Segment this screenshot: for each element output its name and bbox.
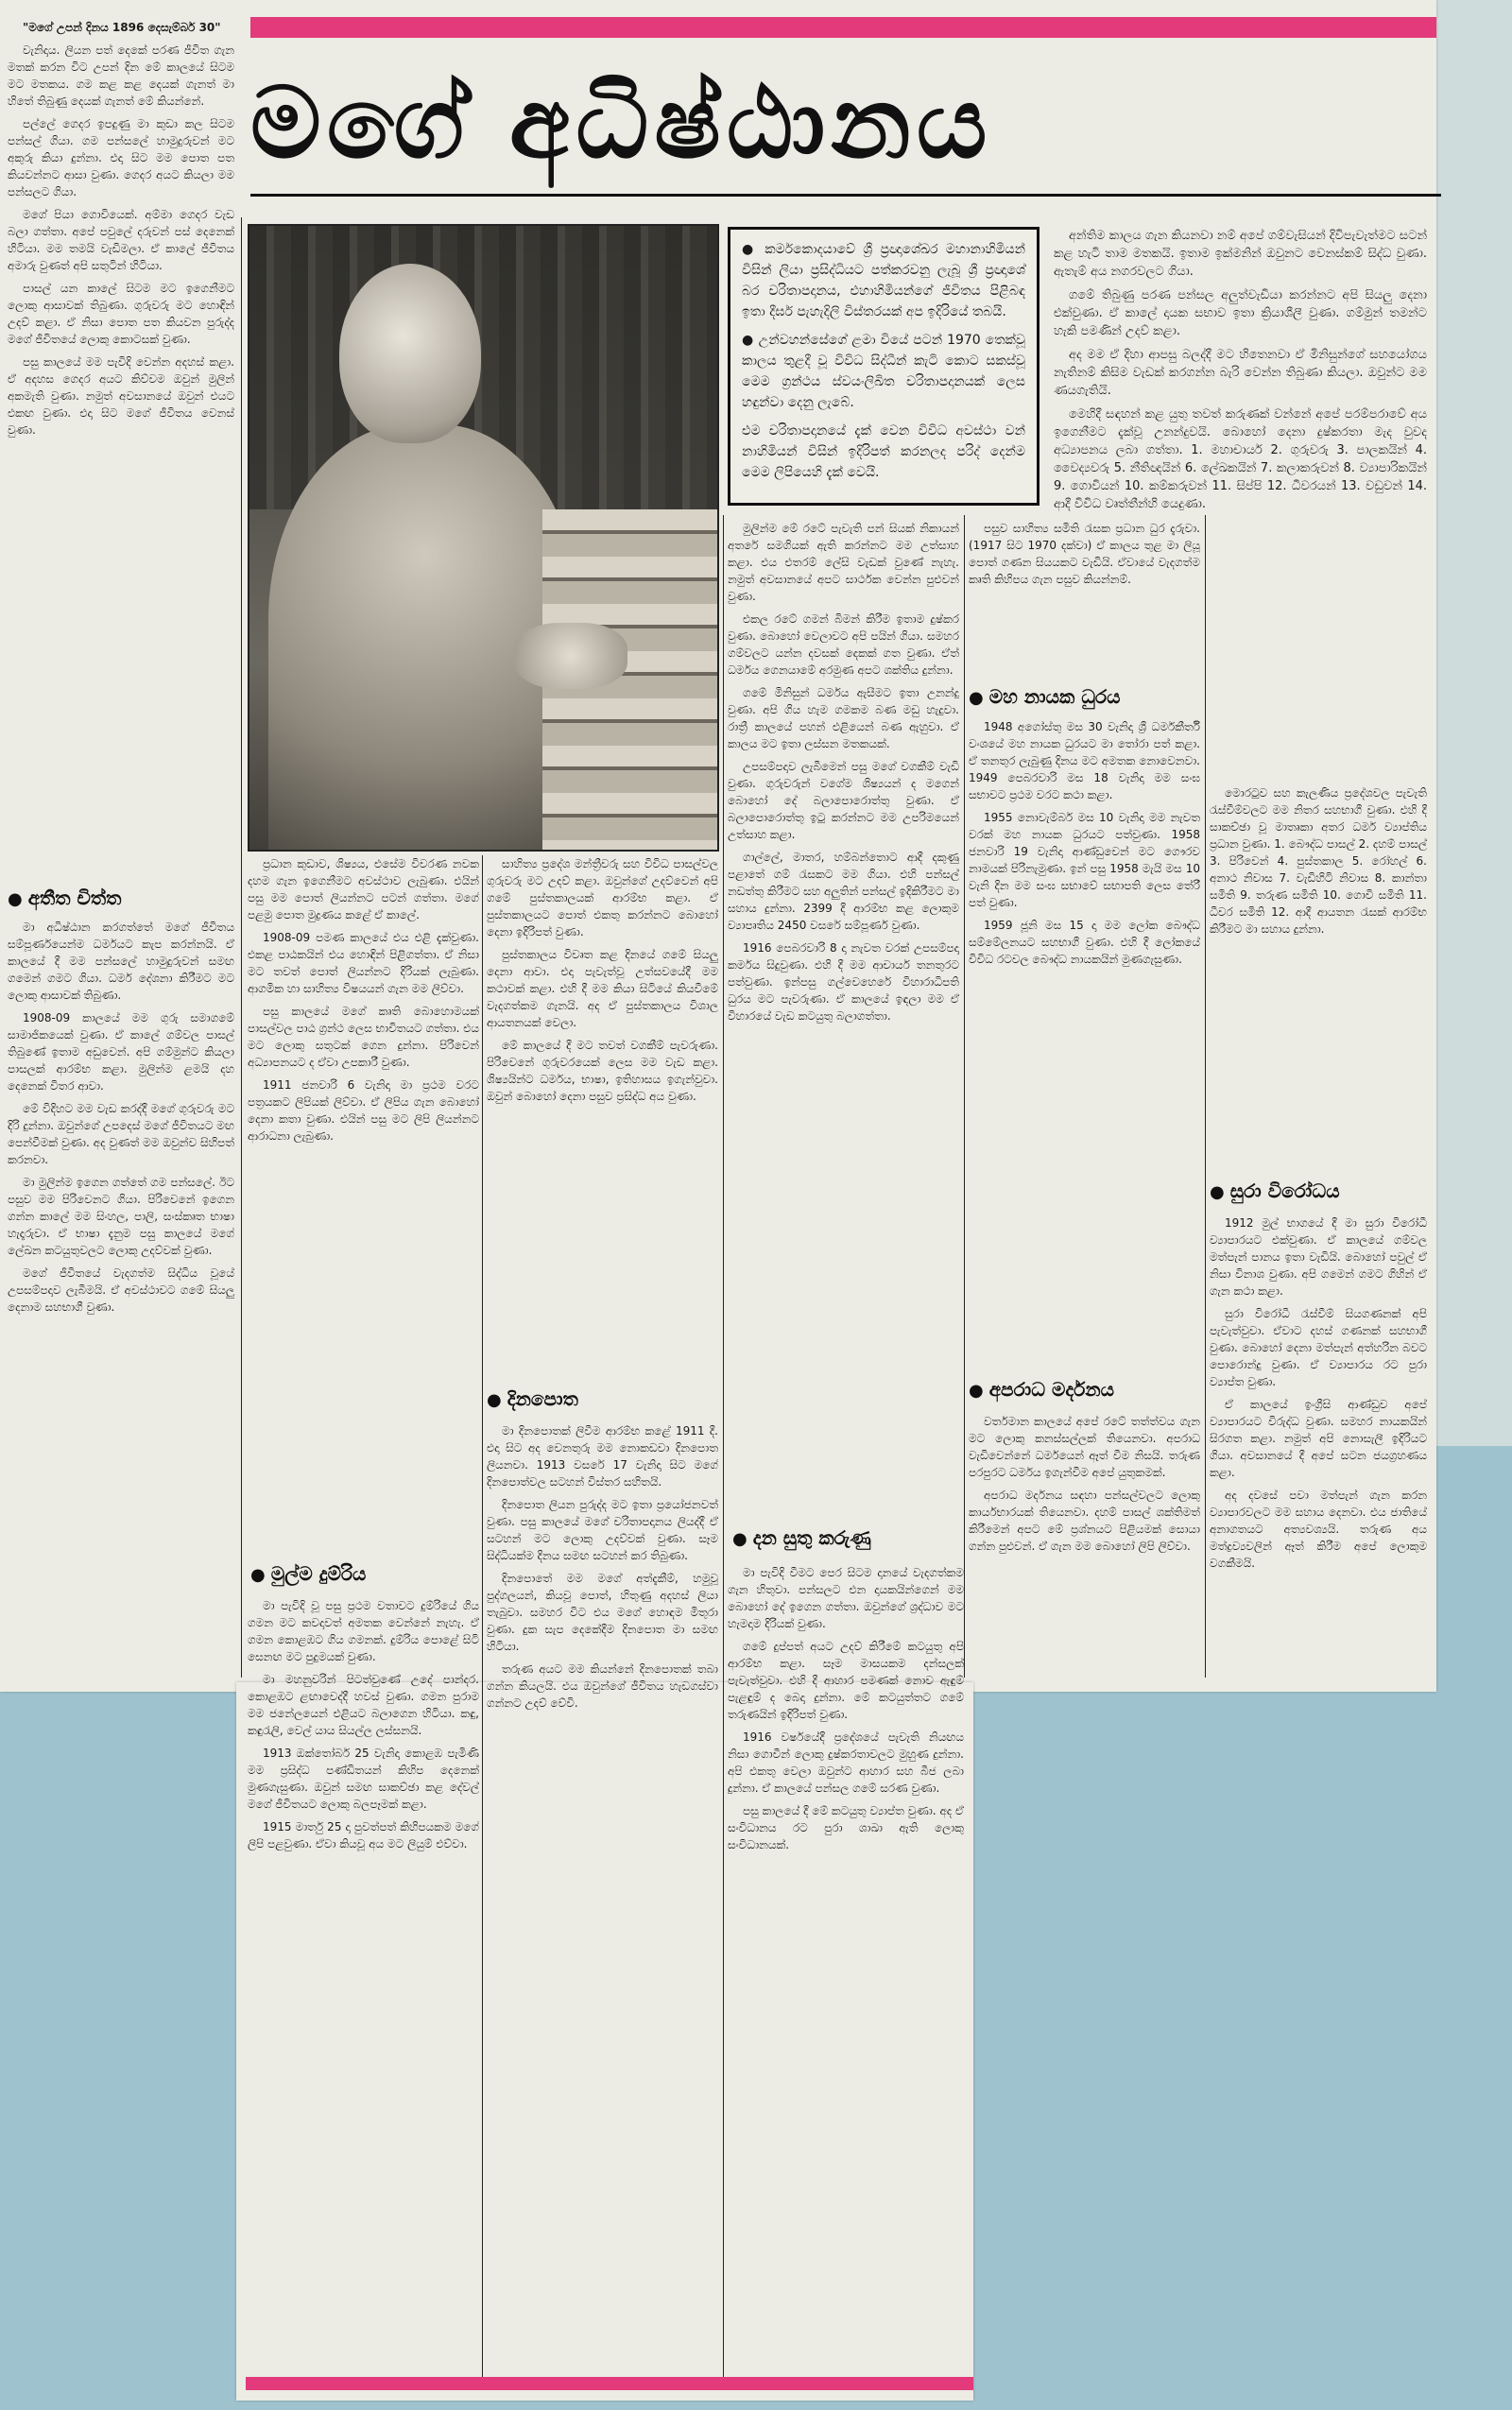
page-title: මගේ අධිෂ්ඨානය <box>250 52 1441 197</box>
paragraph: ගාල්ලේ, මාතර, හම්බන්තොට ආදී දකුණු පළාතේ ගම් රැසකට මම ගියා. එහි පන්සල් නඩත්තු කිරීමට සහ අලුතින් පන්සල් ඉදිකිරීමට මා සහාය දුන්නා. 2399 දී ආරම්භ කළ ලොකුම ව්‍යාපෘතිය 2450 වසරේ සම්පූර්ණ වුණා. <box>728 851 959 932</box>
head <box>339 264 481 443</box>
paragraph: ගමේ තිබුණු පරණ පන්සල අලුත්වැඩියා කරන්නට අපි සියලු දෙනා එක්වුණා. ඒ කාලේ දායක සභාව ඉතා ක්‍රියාශීලී වුණා. ගම්මුන් තමන්ට හැකි පමණින් උදව් කළා. <box>1054 288 1427 338</box>
paragraph: වර්තමාන කාලයේ අපේ රටේ තත්ත්වය ගැන මට ලොකු කනස්සල්ලක් තියෙනවා. අපරාධ වැඩිවෙන්නේ ධර්මයෙන් ඈත් වීම නිසයි. තරුණ පරපුරට ධර්මය ඉගැන්වීම අපේ යුතුකමක්. <box>969 1415 1200 1479</box>
column-4 <box>969 718 1200 1370</box>
section-heading <box>250 1559 477 1590</box>
paragraph: මා මහනුවරින් පිටත්වුණේ උදේ පාන්දර. කොළඹට ළඟාවෙද්දී හවස් වුණා. ගමන පුරාම මම ජනේලයෙන් එළියට බලාගෙන හිටියා. කඳු, කඳුරැලි, වෙල් යාය සියල්ල ලස්සනයි. <box>248 1673 479 1737</box>
monk-portrait-photo <box>248 224 719 852</box>
paragraph: පාසල් යන කාලේ සිටම මට ඉගෙනීමට ලොකු ආසාවක් තිබුණා. ගුරුවරු මට හොඳින් උදව් කළා. ඒ නිසා පොත පත කියවන පුරුද්ද මගේ ජීවිතයේ ලොකු කොටසක් වුණා. <box>8 282 234 346</box>
paragraph: පසු කාලයේ මගේ කෘති බොහොමයක් පාසල්වල පාඨ ග්‍රන්ථ ලෙස භාවිතයට ගත්තා. එය මට ලොකු සතුටක් ගෙන දුන්නා. පිරිවෙන් අධ්‍යාපනයට ද ඒවා උපකාරී වුණා. <box>248 1005 479 1069</box>
bullet-icon: ● <box>487 1390 502 1410</box>
paragraph: මා පැවිදි වූ පසු ප්‍රථම වතාවට දුම්රියේ ගිය ගමන මට කවදාවත් අමතක වෙන්නේ නැහැ. ඒ ගමන කොළඹට ගිය ගමනක්. දුම්රිය පොළේ සිටි සෙනඟ මට පුදුමයක් වුණා. <box>248 1599 479 1663</box>
paragraph: 1916 වර්ෂයේදී ප්‍රදේශයේ පැවැති නියඟය නිසා ගොවීන් ලොකු දුෂ්කරතාවලට මුහුණ දුන්නා. අපි එකතු වෙලා ඔවුන්ට ආහාර සහ බීජ ලබා දුන්නා. ඒ කාලයේ පන්සල ගමේ සරණ වුණා. <box>728 1730 964 1795</box>
dateline: "මගේ උපන් දිනය 1896 දෙසැම්බර් 30" <box>23 21 221 34</box>
paragraph: පසුව සාහිත්‍ය සමිති රැසක ප්‍රධාන ධුර දැරුවා. (1917 සිට 1970 දක්වා) ඒ කාලය තුළ මා ලියූ පොත් ගණන සියයකට වැඩියි. ඒවායේ වැදගත්ම කෘති කිහිපය ගැන පසුව කියන්නම්. <box>969 522 1200 586</box>
section-heading-text: අතීත චිත්ත <box>27 887 122 909</box>
paragraph: පසු කාලයේ මම පැවිදි වෙන්න අදහස් කළා. ඒ අදහස ගෙදර අයට කිව්වම ඔවුන් මුලින් අකමැති වුණා. නමුත් අවසානයේ ඔවුන් එයට එකඟ වුණා. එදා සිට මගේ ජීවිතය වෙනස් වුණා. <box>8 355 234 437</box>
middle-column-b <box>487 855 718 1370</box>
section-heading <box>1210 1177 1427 1207</box>
paragraph: දිනපොත ලියන පුරුද්ද මට ඉතා ප්‍රයෝජනවත් වුණා. පසු කාලයේ මගේ චරිතාපදානය ලියද්දී ඒ සටහන් මට ලොකු උදව්වක් වුණා. සෑම සිද්ධියක්ම දිනය සමඟ සටහන් කර තිබුණා. <box>487 1498 718 1562</box>
hand <box>514 623 627 689</box>
paragraph: 1955 නොවැම්බර් මස 10 වැනිදා මම නැවත වරක් මහ නායක ධුරයට පත්වුණා. 1958 ජනවාරි 19 වැනිදා ආණ්ඩුවෙන් මට ගෞරව නාමයක් පිරිනැමුණා. ඉන් පසු 1958 මැයි මස 10 වැනි දින මම සංඝ සභාවේ සභාපති ලෙස තේරී පත් වුණා. <box>969 811 1200 909</box>
paragraph: 1908-09 පමණ කාලයේ එය එළි දැක්වුණා. එකළ පාඨකයින් එය හොඳින් පිළිගත්තා. ඒ නිසා මට තවත් පොත් ලියන්නට දිරියක් ලැබුණා. ආගමික හා සාහිත්‍ය විෂයයන් ගැන මම ලිව්වා. <box>248 931 479 995</box>
bullet-icon: ● <box>1210 1182 1225 1202</box>
paragraph: 1913 ඔක්තෝබර් 25 වැනිදා කොළඹ පැමිණි මම ප්‍රසිද්ධ පණ්ඩිතයන් කිහිප දෙනෙක් මුණගැසුණා. ඔවුන් සමඟ සාකච්ඡා කළ දේවල් මගේ ජීවිතයට ලොකු බලපෑමක් කළා. <box>248 1747 479 1811</box>
middle-column-b-lower <box>487 1422 718 2377</box>
bullet-icon: ● <box>969 1381 984 1401</box>
column-3 <box>728 520 959 1503</box>
paragraph: සුරා විරෝධී රැස්වීම් සියගණනක් අපි පැවැත්වුවා. ඒවාට දහස් ගණනක් සහභාගී වුණා. බොහෝ දෙනා මත්පැන් අත්හරින බවට පොරොන්දු වුණා. ඒ ව්‍යාපාරය රට පුරා ව්‍යාප්ත වුණා. <box>1210 1307 1427 1388</box>
paragraph: 1916 පෙබරවාරි 8 දා නැවත වරක් උපසම්පදා කර්මය සිදුවුණා. එහි දී මම ආචාර්ය තනතුරට පත්වුණා. ඉන්පසු ගල්වෙහෙරේ විහාරාධිපති ධුරය මට පැවරුණා. ඒ කාලයේ ඉඳලා මම ඒ විහාරයේ වැඩ කටයුතු බලාගත්තා. <box>728 941 959 1023</box>
paragraph: තරුණ අයට මම කියන්නේ දිනපොතක් තබා ගන්න කියලයි. එය ඔවුන්ගේ ජීවිතය හැඩගස්වා ගන්නට උදව් වේවි. <box>487 1662 718 1710</box>
paragraph: 1911 ජනවාරි 6 වැනිදා මා ප්‍රථම වරට පත්‍රයකට ලිපියක් ලිව්වා. ඒ ලිපිය ගැන බොහෝ දෙනා කතා වුණා. එයින් පසු මට ලිපි ලියන්නට ආරාධනා ලැබුණා. <box>248 1078 479 1143</box>
paragraph: වැනිදාය. ලියන පත් දෙකේ පරණ ජීවිත ගැන මතක් කරන විට උපන් දින මේ කාලයේ සිටම මට මතකය. ගම කළ කළ දෙයක් ගැනත් මා හිතේ තිබුණු දෙයක් ගැනත් මේ කියන්නේ. <box>8 43 234 108</box>
paragraph: මෙහිදී සඳහන් කළ යුතු තවත් කරුණක් වන්නේ අපේ පරම්පරාවේ අය ඉගෙනීමට දැක්වූ උනන්දුවයි. බොහෝ දෙනා දුෂ්කරතා මැද වුවද අධ්‍යාපනය ලබා ගත්තා. 1. මහාචාර්ය 2. ගුරුවරු 3. පාලකයින් 4. වෛද්‍යවරු 5. නීතිඥයින් 6. ලේඛකයින් 7. කලාකරුවන් 8. ව්‍යාපාරිකයින් 9. ගොවියන් 10. කම්කරුවන් 11. සිප්පි 12. ධීවරයන් 13. වඩුවන් 14. ආදී විවිධ වෘත්තීන්හි යෙදුණා. <box>1054 407 1427 511</box>
middle-column-a-lower <box>248 1597 479 2382</box>
bullet-icon: ● <box>969 688 984 708</box>
section-heading-text: අපරාධ මර්දනය <box>988 1378 1114 1401</box>
paragraph: මගේ පියා ගොවියෙක්. අම්මා ගෙදර වැඩ බලා ගත්තා. අපේ පවුලේ දරුවන් පස් දෙනෙක් හිටියා. මම තමයි වැඩිමලා. ඒ කාලේ ජීවිතය අමාරු වුණත් අපි සතුටින් හිටියා. <box>8 208 234 272</box>
column-4-lower <box>969 1413 1200 1678</box>
intro-box <box>728 227 1040 506</box>
pink-header-strip <box>250 17 1436 38</box>
paragraph: මේ විදිහට මම වැඩ කරද්දී මගේ ගුරුවරු මට දිරි දුන්නා. ඔවුන්ගේ උපදෙස් මගේ ජීවිතයට මඟ පෙන්වීමක් වුණා. අද වුණත් මම ඔවුන්ව සිහිපත් කරනවා. <box>8 1102 234 1166</box>
paragraph: 1959 ජූනි මස 15 දා මම ලෝක බෞද්ධ සම්මේලනයට සහභාගී වුණා. එහි දී ලෝකයේ විවිධ රටවල බෞද්ධ නායකයින් මුණගැසුණා. <box>969 919 1200 966</box>
paragraph: මා අධිෂ්ඨාන කරගත්තේ මගේ ජීවිතය සම්පූර්ණයෙන්ම ධර්මයට කැප කරන්නයි. ඒ කාලයේ දී මම පන්සලේ හාමුදුරුවන් සමඟ ගමෙන් ගමට ගියා. ධර්ම දේශනා කිරීමට මට ලොකු ආසාවක් තිබුණා. <box>8 921 234 1002</box>
section-heading-text: මහ නායක ධුරය <box>988 685 1121 708</box>
left-column <box>8 919 234 1675</box>
column-3-lower <box>728 1564 964 2377</box>
column-5 <box>1210 784 1427 1172</box>
paragraph: පල්ලේ ගෙදර ඉපදුණු මා කුඩා කල සිටම පන්සල් ගියා. ගම පන්සලේ හාමුදුරුවන් මට අකුරු කියා දුන්නා. එදා සිට මම පොත පත කියවන්නට ආසා වුණා. ගෙදර අයට කියලා මම පන්සලට ගියා. <box>8 117 234 198</box>
paragraph: 1912 මුල් භාගයේ දී මා සුරා විරෝධී ව්‍යාපාරයට එක්වුණා. ඒ කාලයේ ගම්වල මත්පැන් පානය ඉතා වැඩියි. බොහෝ පවුල් ඒ නිසා විනාශ වුණා. අපි ගමෙන් ගමට ගිහින් ඒ ගැන කථා කළා. <box>1210 1216 1427 1298</box>
paragraph: 1948 අගෝස්තු මස 30 වැනිදා ශ්‍රී ධර්මකීර්ති වංශයේ මහ නායක ධුරයට මා තෝරා පත් කළා. ඒ තනතුර ලැබුණු දිනය මට අමතක නොවෙනවා. 1949 පෙබරවාරි මස 18 වැනිදා මම සංඝ සභාවට ප්‍රථම වරට කථා කළා. <box>969 720 1200 801</box>
column-rule <box>1205 515 1206 1678</box>
paragraph: මා පැවිදි වීමට පෙර සිටම දානයේ වැදගත්කම ගැන හිතුවා. පන්සලට එන දායකයින්ගෙන් මම බොහෝ දේ ඉගෙන ගත්තා. ඔවුන්ගේ ශ්‍රද්ධාව මට හැමදාම දිරියක් වුණා. <box>728 1566 964 1630</box>
paragraph: ගමේ දුප්පත් අයට උදව් කිරීමේ කටයුතු අපි ආරම්භ කළා. සෑම මාසයකම දන්සලක් පැවැත්වුවා. එහි දී ආහාර පමණක් නොව ඇඳුම් පැළඳුම් ද බෙදා දුන්නා. මේ කටයුත්තට ගමේ තරුණයින් ඉදිරිපත් වුණා. <box>728 1640 964 1721</box>
paragraph: දිනපොතේ මම මගේ අත්දැකීම්, හමුවූ පුද්ගලයන්, කියවූ පොත්, හිතුණු අදහස් ලියා තැබුවා. සමහර විට එය මගේ හොඳම මිතුරා වුණා. දුක සැප දෙකේදීම දිනපොත මා සමඟ හිටියා. <box>487 1572 718 1653</box>
section-heading <box>969 1375 1200 1405</box>
paragraph: පසු කාලයේ දී මේ කටයුතු ව්‍යාප්ත වුණා. අද ඒ සංවිධානය රට පුරා ශාඛා ඇති ලොකු සංවිධානයක්. <box>728 1804 964 1851</box>
column-rule <box>241 217 242 1678</box>
intro-paragraph: ● උන්වහන්සේගේ ළමා වියේ පටන් 1970 තෙක්වූ කාලය තුළදී වූ විවිධ සිද්ධීන් කැටි කොට සකස්වූ මෙම ග්‍රන්ථය ස්වයංලිඛිත චරිතාපදානයක් ලෙස හඳුන්වා දෙනු ලැබේ. <box>742 333 1025 410</box>
column-rule <box>964 515 965 1678</box>
intro-paragraph: ● කර්මකොදයාවේ ශ්‍රී ප්‍රඥාශේඛර මහානාහිමියන් විසින් ලියා ප්‍රසිද්ධියට පත්කරවනු ලැබූ ශ්‍රී ප්‍රඥාශේ බර චරිතාපදානය, එහාහිමියන්ගේ ජීවිතය පිළිබඳ ඉතා දීර්ඝ පැහැදිලි විස්තරයක් අප ඉදිරියේ තබයි. <box>742 242 1025 319</box>
column-4-intro <box>969 520 1200 680</box>
paragraph: 1908-09 කාලයේ මම ගුරු සමාගමේ සාමාජිකයෙක් වුණා. ඒ කාලේ ගම්වල පාසල් තිබුණේ ඉතාම අඩුවෙන්. අපි ගම්මුන්ට කියලා පාසලක් ආරම්භ කළා. මුලින්ම ළමයි දහ දෙනෙක් විතර ආවා. <box>8 1011 234 1093</box>
paragraph: මා මුලින්ම ඉගෙන ගත්තේ ගම පන්සලේ. ඊට පසුව මම පිරිවෙනට ගියා. පිරිවෙනේ ඉගෙන ගන්න කාලේ මම සිංහල, පාලි, සංස්කෘත භාෂා හැදෑරුවා. ඒ භාෂා දැනුම පසු කාලයේ මගේ ලේඛන කටයුතුවලට ලොකු උදව්වක් වුණා. <box>8 1176 234 1257</box>
paragraph: පුස්තකාලය විවෘත කළ දිනයේ ගමේ සියලු දෙනා ආවා. එදා පැවැත්වූ උත්සවයේදී මම කථාවක් කළා. එහි දී මම කියා සිටියේ කියවීමේ වැදගත්කම ගැනයි. අද ඒ පුස්තකාලය විශාල ආයතනයක් වෙලා. <box>487 948 718 1029</box>
paragraph: ඒ කාලයේ ඉංග්‍රීසි ආණ්ඩුව අපේ ව්‍යාපාරයට විරුද්ධ වුණා. සමහර නායකයින් සිරගත කළා. නමුත් අපි නොසැලී ඉදිරියට ගියා. අවසානයේ දී අපේ සටන ජයග්‍රහණය කළා. <box>1210 1398 1427 1479</box>
section-heading-text: දන සුතු කරුණු <box>752 1526 871 1549</box>
paragraph: අන්තිම කාලය ගැන කියනවා නම් අපේ ගම්වැසියන් දිවිපැවැත්මට සටන් කළ හැටි තාම මතකයි. ඉතාම ඉක්මනින් ඔවුනට වෙනස්කම් සිද්ධ වුණා. ඇතැම් අය නගරවලට ගියා. <box>1054 229 1427 279</box>
paragraph: මොරටුව සහ කැලණිය ප්‍රදේශවල පැවැති රැස්වීම්වලට මම නිතර සහභාගී වුණා. එහි දී සාකච්ඡා වූ මාතෘකා අතර ධර්ම ව්‍යාප්තිය ප්‍රධාන වුණා. 1. බෞද්ධ පාසල් 2. දහම් පාසල් 3. පිරිවෙන් 4. පුස්තකාල 5. රෝහල් 6. අනාථ නිවාස 7. වැඩිහිටි නිවාස 8. කාන්තා සමිති 9. තරුණ සමිති 10. ගොවි සමිති 11. ධීවර සමිති 12. ආදී ආයතන රැසක් ආරම්භ කිරීමට මා සහාය දුන්නා. <box>1210 786 1427 936</box>
paragraph: උපසම්පදාව ලැබීමෙන් පසු මගේ වගකීම් වැඩි වුණා. ගුරුවරුන් වගේම ශිෂ්‍යයන් ද මගෙන් බොහෝ දේ බලාපොරොත්තු වුණා. ඒ බලාපොරොත්තු ඉටු කරන්නට මම උපරිමයෙන් උත්සාහ කළා. <box>728 760 959 841</box>
column-5-lower <box>1210 1214 1427 1678</box>
section-heading <box>487 1385 718 1415</box>
paragraph: අපරාධ මර්දනය සඳහා පන්සල්වලට ලොකු කාර්යභාරයක් තියෙනවා. දහම් පාසල් ශක්තිමත් කිරීමෙන් අපට මේ ප්‍රශ්නයට පිළියමක් සොයා ගන්න පුළුවන්. ඒ ගැන මම බොහෝ ලිපි ලිව්වා. <box>969 1489 1200 1553</box>
paragraph: මගේ ජීවිතයේ වැදගත්ම සිද්ධිය වූයේ උපසම්පදාව ලැබීමයි. ඒ අවස්ථාවට ගමේ සියලු දෙනාම සහභාගී වුණා. <box>8 1266 234 1314</box>
paragraph: ප්‍රධාන කුඩාව, ශිෂ්‍යය, එසේම විවරණ නවක දහම ගැන ඉගෙනීමට අවස්ථාව ලැබුණා. එයින් පසු මම පොත් ලියන්නට පටන් ගත්තා. මගේ පළමු පොත මුද්‍රණය කළේ ඒ කාලේ. <box>248 857 479 921</box>
column-rule <box>482 855 483 2377</box>
paragraph: මුලින්ම මේ රටේ පැවැති පන් සියක් නිකායන් අතරේ සමගියක් ඇති කරන්නට මම උත්සාහ කළා. එය එතරම් ලේසි වැඩක් වුණේ නැහැ. නමුත් අවසානයේ අපට සාර්ථක වෙන්න පුළුවන් වුණා. <box>728 522 959 603</box>
paragraph: මා දිනපොතක් ලිවීම ආරම්භ කළේ 1911 දී. එදා සිට අද වෙනතුරු මම නොකඩවා දිනපොත ලියනවා. 1913 වසරේ 17 වැනිදා සිට මගේ දිනපොත්වල සටහන් විස්තර සහිතයි. <box>487 1424 718 1489</box>
bullet-icon: ● <box>250 1565 266 1585</box>
paragraph: අද මම ඒ දිහා ආපසු බලද්දී මට හිතෙනවා ඒ මිනිසුන්ගේ සහයෝගය නැතිනම් කිසිම වැඩක් කරගන්න බැරි වෙන්න තිබුණා කියලා. ඔවුන්ට මම ණයගැතියි. <box>1054 348 1427 398</box>
paragraph: අද දවසේ පවා මත්පැන් ගැන කරන ව්‍යාපාරවලට මම සහාය දෙනවා. එය ජාතියේ අනාගතයට අත්‍යවශ්‍යයි. තරුණ අය මත්ද්‍රව්‍යවලින් ඈත් කිරීම අපේ ලොකුම වගකීමයි. <box>1210 1489 1427 1570</box>
paragraph: 1915 මාර්තු 25 දා පුවත්පත් කිහිපයකම මගේ ලිපි පළවුණා. ඒවා කියවූ අය මට ලියුම් එව්වා. <box>248 1820 479 1851</box>
paragraph: මේ කාලයේ දී මට තවත් වගකීම් පැවරුණා. පිරිවෙනේ ගුරුවරයෙක් ලෙස මම වැඩ කළා. ශිෂ්‍යයින්ට ධර්මය, භාෂා, ඉතිහාසය ඉගැන්වුවා. ඔවුන් බොහෝ දෙනා පසුව ප්‍රසිද්ධ අය වුණා. <box>487 1039 718 1103</box>
top-left-column <box>8 19 234 869</box>
section-heading <box>8 884 234 914</box>
paragraph: සාහිත්‍ය ප්‍රදේශ මන්ත්‍රීවරු සහ විවිධ පාසල්වල ගුරුවරු මට උදව් කළා. ඔවුන්ගේ උදව්වෙන් අපි ගමේ පුස්තකාලයක් ආරම්භ කළා. ඒ පුස්තකාලයට පොත් එකතු කරන්නට බොහෝ දෙනා ඉදිරිපත් වුණා. <box>487 857 718 938</box>
middle-column-a <box>248 855 479 1678</box>
bullet-icon: ● <box>8 889 23 909</box>
section-heading-text: සුරා විරෝධය <box>1229 1179 1340 1202</box>
bullet-icon: ● <box>732 1529 747 1549</box>
section-heading-text: මුල්ම දුම්රිය <box>270 1562 367 1585</box>
section-heading <box>732 1523 959 1554</box>
section-heading-text: දිනපොත <box>507 1387 578 1410</box>
section-heading <box>969 682 1200 713</box>
intro-paragraph: එම චරිතාපදානයේ දැක් වෙන විවිධ අවස්ථා වන් නාහිමියන් විසින් ඉදිරිපත් කරනලද පරිද් දෙන්ම මෙම ලිපියෙහි දැක් වෙයි. <box>742 423 1025 480</box>
paragraph: ගමේ මිනිසුන් ධර්මය ඇසීමට ඉතා උනන්දු වුණා. අපි ගිය හැම ගමකම බණ මඩු හැදුවා. රාත්‍රී කාලයේ පහන් එළියෙන් බණ ඇහුවා. ඒ කාලය මට ඉතා ලස්සන මතකයක්. <box>728 686 959 750</box>
column-rule <box>723 515 724 2377</box>
paragraph: එකල රටේ ගමන් බිමන් කිරීම ඉතාම දුෂ්කර වුණා. බොහෝ වෙලාවට අපි පයින් ගියා. සමහර ගම්වලට යන්න දවසක් දෙකක් ගත වුණා. ඒත් ධර්මය ගෙනයාමේ අරමුණ අපට ශක්තිය දුන්නා. <box>728 612 959 677</box>
